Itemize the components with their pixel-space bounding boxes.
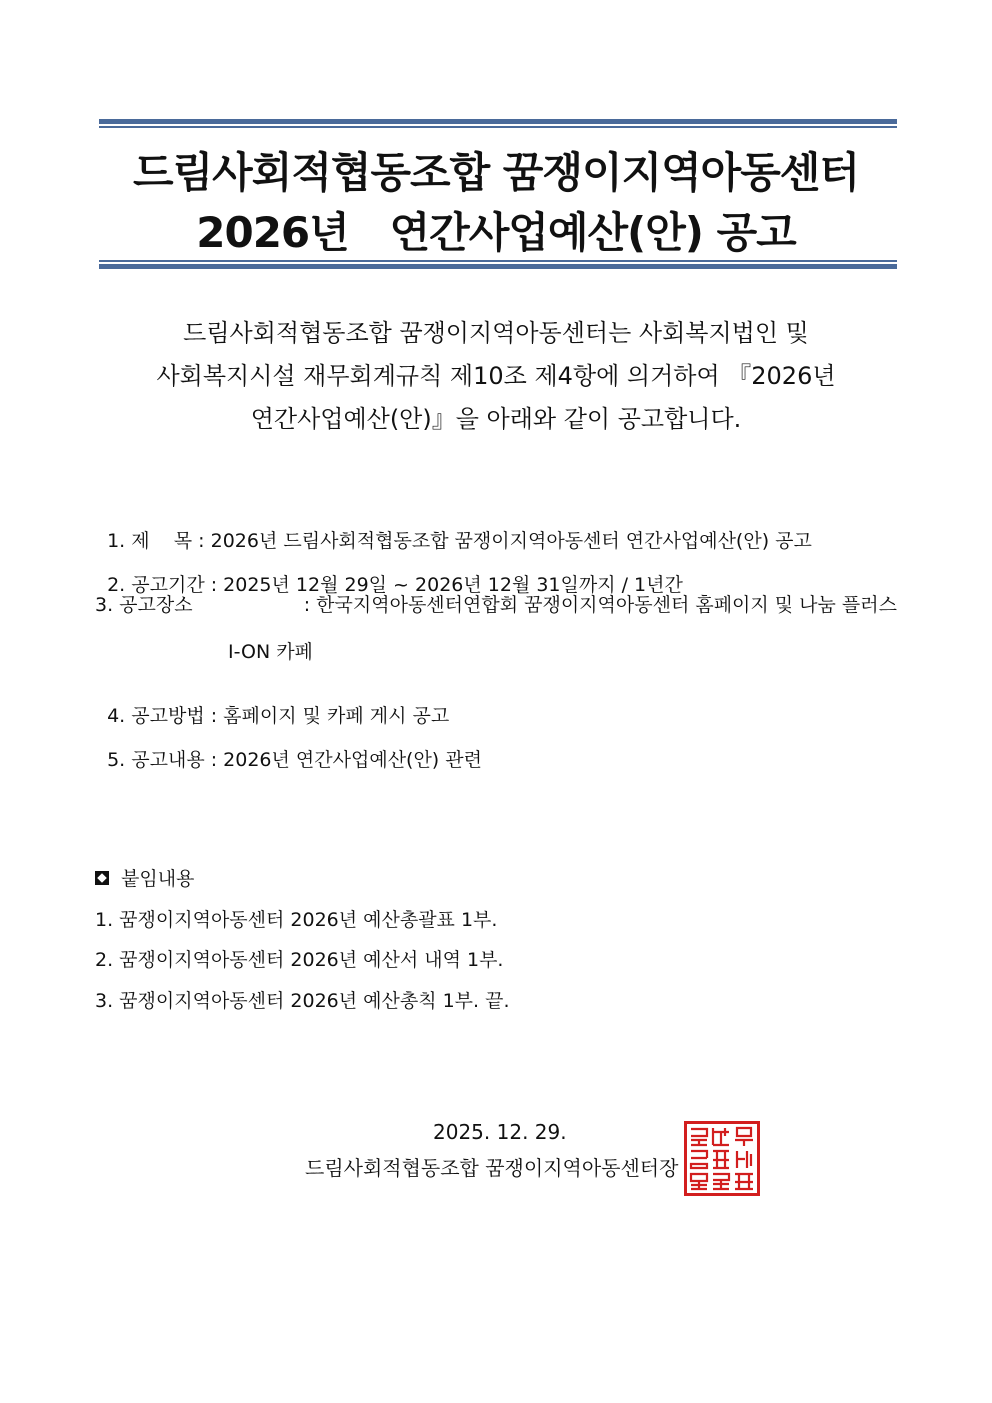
- item-value: 2026년 드림사회적협동조합 꿈쟁이지역아동센터 연간사업예산(안) 공고: [210, 530, 812, 552]
- title-line-1: 드림사회적협동조합 꿈쟁이지역아동센터: [133, 148, 859, 197]
- attachments-heading: [95, 864, 194, 891]
- attachment-item: 2. 꿈쟁이지역아동센터 2026년 예산서 내역 1부.: [95, 949, 504, 971]
- item-value: : 한국지역아동센터연합회 꿈쟁이지역아동센터 홈페이지 및 나눔 플러스: [303, 594, 897, 616]
- seal-glyphs-icon: [687, 1124, 757, 1193]
- item-label: 4. 공고방법 :: [107, 705, 224, 727]
- announcement-date: 2025. 12. 29.: [433, 1120, 567, 1144]
- top-rule: [99, 119, 897, 128]
- intro-line-1: 드림사회적협동조합 꿈쟁이지역아동센터는 사회복지법인 및: [183, 319, 809, 347]
- intro-line-3: 연간사업예산(안)』을 아래와 같이 공고합니다.: [250, 405, 742, 433]
- item-place-continuation: I-ON 카페: [228, 641, 313, 663]
- item-period: [95, 549, 683, 597]
- item-place: [95, 593, 897, 617]
- item-content: [95, 724, 482, 772]
- signer-name: 드림사회적협동조합 꿈쟁이지역아동센터장: [305, 1156, 679, 1180]
- title-line-2: 2026년 연간사업예산(안) 공고: [196, 208, 796, 257]
- attachments-heading-label: 붙임내용: [121, 868, 195, 890]
- intro-line-2: 사회복지시설 재무회계규칙 제10조 제4항에 의거하여 『2026년: [156, 362, 836, 390]
- intro-paragraph: [0, 312, 992, 441]
- item-label: 1. 제 목 :: [107, 530, 211, 552]
- official-seal-stamp: [684, 1121, 760, 1196]
- item-method: [95, 680, 449, 728]
- attachment-item: 1. 꿈쟁이지역아동센터 2026년 예산총괄표 1부.: [95, 909, 498, 931]
- item-value: 홈페이지 및 카페 게시 공고: [223, 705, 450, 727]
- box-bullet-icon: [95, 871, 109, 885]
- bottom-rule: [99, 260, 897, 269]
- item-value: 2026년 연간사업예산(안) 관련: [223, 749, 482, 771]
- item-subject: [95, 505, 812, 553]
- item-label: 3. 공고장소: [95, 594, 199, 616]
- attachment-item: 3. 꿈쟁이지역아동센터 2026년 예산총칙 1부. 끝.: [95, 990, 510, 1012]
- item-label: 5. 공고내용 :: [107, 749, 224, 771]
- item-label: 2. 공고기간 :: [107, 574, 224, 596]
- item-value: 2025년 12월 29일 ~ 2026년 12월 31일까지 / 1년간: [223, 574, 683, 596]
